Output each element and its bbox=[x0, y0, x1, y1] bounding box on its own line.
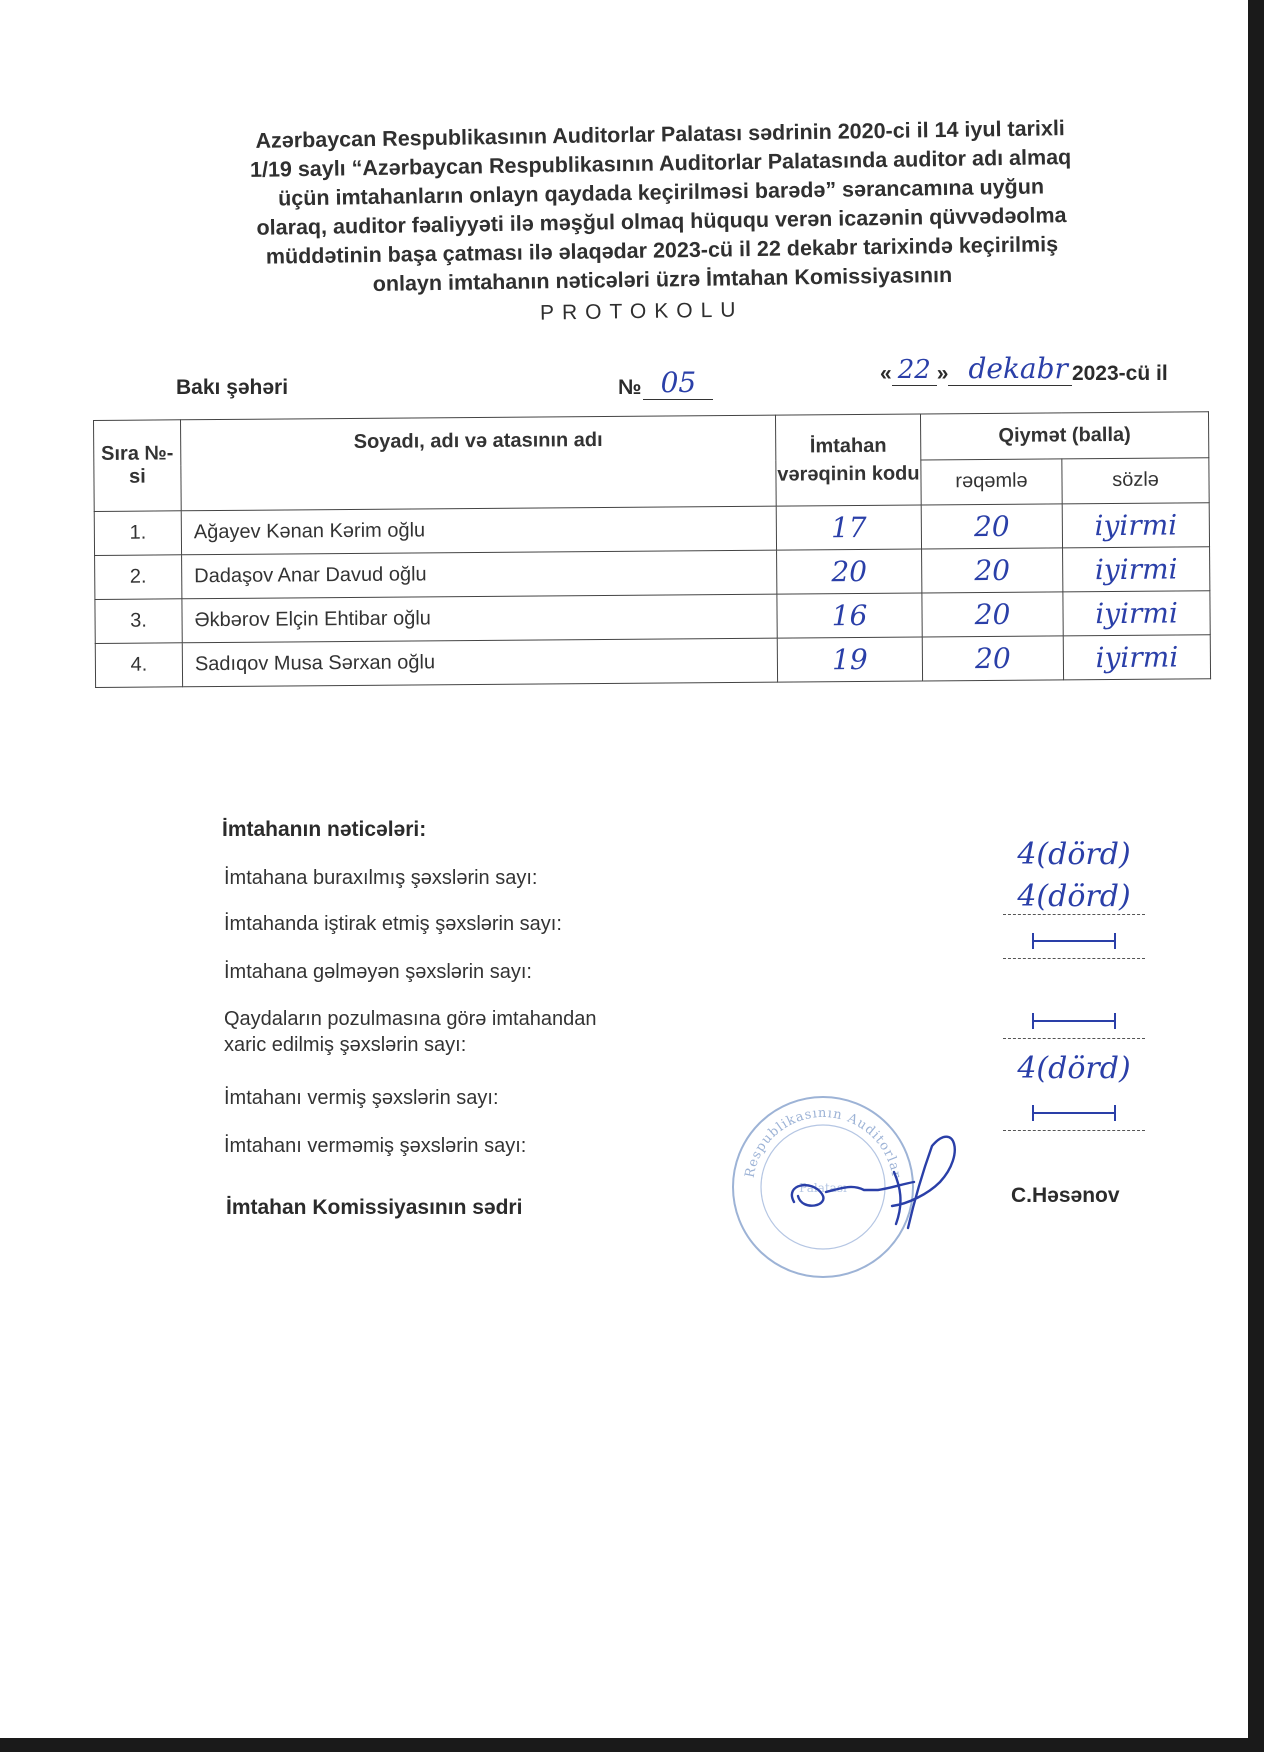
row-score-words: iyirmi bbox=[1063, 635, 1210, 680]
header-line: Azərbaycan Respublikasının Auditorlar Palatası sədrinin 2020-ci il 14 iyul tarixli bbox=[255, 116, 1065, 153]
row-score-words: iyirmi bbox=[1063, 547, 1210, 592]
row-score: 20 bbox=[922, 592, 1063, 637]
header-line: olaraq, auditor fəaliyyəti ilə məşğul olmaq hüququ verən icazənin qüvvədəolma bbox=[256, 203, 1067, 240]
city-label: Bakı şəhəri bbox=[176, 376, 289, 399]
result-label-admitted: İmtahana buraxılmış şəxslərin sayı: bbox=[224, 867, 538, 889]
date-open-quote: « bbox=[880, 362, 892, 385]
number-sign: № bbox=[618, 376, 642, 399]
result-label-failed: İmtahanı verməmiş şəxslərin sayı: bbox=[224, 1135, 527, 1157]
row-code: 20 bbox=[777, 549, 922, 594]
date-year: 2023-cü il bbox=[1071, 362, 1168, 385]
result-value-failed bbox=[1003, 1096, 1145, 1131]
date-month: dekabr bbox=[948, 352, 1071, 386]
result-value-absent bbox=[1003, 924, 1145, 959]
row-name: Əkbərov Elçin Ehtibar oğlu bbox=[182, 594, 777, 643]
document-type: PROTOKOLU bbox=[539, 298, 744, 325]
table-row bbox=[95, 635, 1210, 688]
result-label-absent: İmtahana gəlməyən şəxslərin sayı: bbox=[224, 961, 532, 983]
col-header-name: Soyadı, adı və atasının adı bbox=[181, 415, 777, 511]
protocol-date bbox=[880, 352, 1168, 386]
row-name: Dadaşov Anar Davud oğlu bbox=[182, 550, 777, 599]
result-label-passed: İmtahanı vermiş şəxslərin sayı: bbox=[224, 1087, 499, 1109]
row-score: 20 bbox=[922, 548, 1063, 593]
number-value: 05 bbox=[643, 366, 713, 400]
result-value-excluded bbox=[1003, 1004, 1145, 1039]
col-header-score-numeric: rəqəmlə bbox=[921, 458, 1062, 505]
row-number: 1. bbox=[94, 511, 181, 556]
signature-icon bbox=[782, 1124, 972, 1234]
commission-chair-name: C.Həsənov bbox=[1011, 1184, 1120, 1207]
row-score: 20 bbox=[922, 636, 1063, 681]
document-header bbox=[180, 113, 1143, 302]
header-line: üçün imtahanların onlayn qaydada keçirilməsi barədə” sərancamına uyğun bbox=[277, 174, 1045, 211]
result-label-excluded-line2: xaric edilmiş şəxslərin sayı: bbox=[224, 1034, 467, 1056]
header-line: müddətinin başa çatması ilə əlaqədar 2023-cü il 22 dekabr tarixində keçirilmiş bbox=[265, 232, 1059, 269]
scan-edge-right bbox=[1248, 0, 1264, 1752]
row-number: 4. bbox=[95, 643, 182, 688]
row-score: 20 bbox=[921, 504, 1062, 549]
results-table bbox=[93, 411, 1211, 688]
col-header-score: Qiymət (balla) bbox=[920, 412, 1208, 460]
row-score-words: iyirmi bbox=[1062, 503, 1209, 548]
row-code: 19 bbox=[777, 637, 922, 682]
row-score-words: iyirmi bbox=[1063, 591, 1210, 636]
result-label-attended: İmtahanda iştirak etmiş şəxslərin sayı: bbox=[224, 913, 562, 935]
commission-chair-label: İmtahan Komissiyasının sədri bbox=[226, 1196, 523, 1219]
result-value-admitted: 4(dörd) bbox=[1017, 837, 1131, 872]
row-name: Sadıqov Musa Sərxan oğlu bbox=[182, 638, 777, 687]
dash-mark-icon bbox=[1032, 940, 1116, 942]
col-header-score-words: sözlə bbox=[1062, 457, 1209, 504]
dash-mark-icon bbox=[1032, 1020, 1116, 1022]
col-header-sira: Sıra №-si bbox=[94, 420, 182, 512]
date-day: 22 bbox=[892, 355, 937, 386]
results-table-wrapper bbox=[93, 411, 1211, 688]
row-name: Ağayev Kənan Kərim oğlu bbox=[181, 506, 776, 555]
header-line: onlayn imtahanın nəticələri üzrə İmtahan Komissiyasının bbox=[372, 262, 953, 296]
header-line: 1/19 saylı “Azərbaycan Respublikasının Auditorlar Palatasında auditor adı almaq bbox=[249, 145, 1072, 182]
result-label-excluded bbox=[224, 1006, 596, 1058]
dash-mark-icon bbox=[1032, 1112, 1116, 1114]
result-value-attended: 4(dörd) bbox=[1003, 880, 1145, 915]
result-label-excluded-line1: Qaydaların pozulmasına görə imtahandan bbox=[224, 1008, 597, 1030]
seal-text-center: Palatası bbox=[799, 1181, 847, 1195]
row-code: 16 bbox=[777, 593, 922, 638]
col-header-kod: İmtahan vərəqinin kodu bbox=[775, 414, 921, 506]
row-number: 3. bbox=[95, 599, 182, 644]
seal-text-top: Respublikasının Auditorlar bbox=[742, 1105, 904, 1180]
scan-edge-bottom bbox=[0, 1738, 1264, 1752]
protocol-number bbox=[618, 366, 713, 400]
row-number: 2. bbox=[95, 555, 182, 600]
result-value-passed: 4(dörd) bbox=[1017, 1051, 1131, 1086]
date-close-quote: » bbox=[936, 362, 949, 385]
results-title: İmtahanın nəticələri: bbox=[222, 818, 427, 841]
row-code: 17 bbox=[776, 505, 921, 550]
